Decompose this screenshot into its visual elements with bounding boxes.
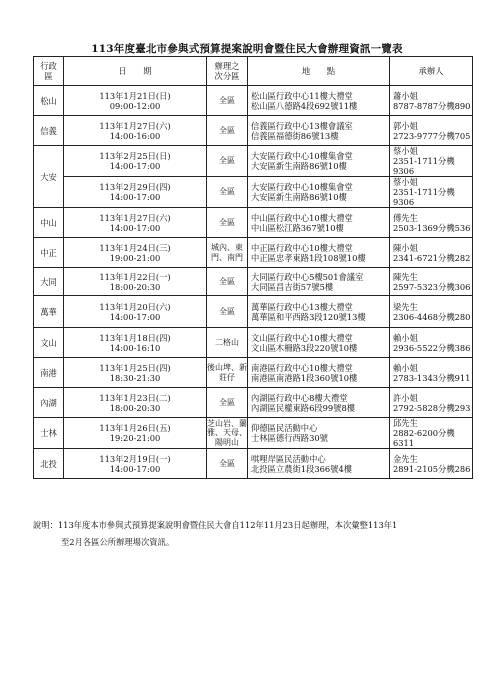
- table-row: [34, 268, 473, 296]
- place-cell: [248, 328, 390, 358]
- district-cell: 中正: [34, 238, 64, 268]
- table-row: [34, 388, 473, 418]
- date-text: 113年1月27日(六): [99, 120, 171, 131]
- table-row: [34, 358, 473, 388]
- contact-phone: 2882-6200分機6311: [393, 428, 455, 448]
- place-cell: [248, 208, 390, 238]
- place-cell: [248, 418, 390, 449]
- area-cell: [207, 238, 248, 268]
- table-row: [34, 238, 473, 268]
- date-text: 113年1月22日(一): [99, 271, 171, 282]
- area-text: 全區: [219, 458, 235, 468]
- area-text: 全區: [219, 187, 235, 197]
- contact-name: 賴小姐: [393, 362, 418, 373]
- area-text: 全區: [219, 217, 235, 227]
- contact-cell: [390, 86, 473, 116]
- contact-cell: [390, 418, 473, 449]
- contact-name: 賴小姐: [393, 332, 418, 343]
- table-row: [34, 418, 473, 449]
- contact-name: 陳小姐: [393, 242, 418, 253]
- date-text: 113年1月27日(六): [99, 212, 171, 223]
- time-text: 14:00-17:00: [109, 463, 161, 474]
- table-row: [34, 146, 473, 177]
- date-cell: [64, 449, 207, 479]
- date-text: 113年1月23日(二): [99, 392, 171, 403]
- contact-cell: [390, 238, 473, 268]
- district-cell: 士林: [34, 418, 64, 449]
- contact-phone: 2306-4468分機280: [393, 311, 471, 322]
- area-cell: [207, 358, 248, 388]
- place-name: 仰德區民活動中心: [251, 423, 318, 433]
- place-cell: [248, 116, 390, 146]
- footnote: [33, 517, 473, 551]
- district-cell: 萬華: [34, 296, 64, 328]
- contact-name: 金先生: [393, 453, 418, 464]
- contact-phone: 2783-1343分機911: [393, 372, 471, 383]
- header-contact: 承辦人: [390, 57, 473, 86]
- place-address: 內湖區民權東路6段99號8樓: [251, 402, 356, 413]
- contact-name: 傅先生: [393, 212, 418, 223]
- place-name: 內湖區行政中心8樓大禮堂: [251, 392, 348, 403]
- district-cell: 北投: [34, 449, 64, 479]
- place-cell: [248, 388, 390, 418]
- table-body: [34, 86, 473, 479]
- area-text: 城內、東門、南門: [211, 243, 243, 262]
- area-cell: [207, 116, 248, 146]
- place-cell: [248, 86, 390, 116]
- contact-phone: 2723-9777分機705: [393, 130, 471, 141]
- date-cell: [64, 116, 207, 146]
- date-cell: [64, 328, 207, 358]
- table-row: [34, 449, 473, 479]
- date-cell: [64, 358, 207, 388]
- area-cell: [207, 86, 248, 116]
- contact-cell: [390, 358, 473, 388]
- contact-name: 蔡小姐: [393, 146, 418, 156]
- place-name: 中正區行政中心10樓大禮堂: [251, 242, 353, 253]
- date-text: 113年2月19日(一): [99, 453, 171, 464]
- time-text: 19:00-21:00: [109, 252, 161, 263]
- time-text: 18:30-21:30: [109, 372, 161, 383]
- contact-phone: 8787-8787分機890: [393, 100, 471, 111]
- date-cell: [64, 208, 207, 238]
- place-address: 文山區木柵路3段220號10樓: [251, 342, 358, 353]
- place-cell: [248, 238, 390, 268]
- district-cell: 內湖: [34, 388, 64, 418]
- time-text: 14:00-17:00: [109, 222, 161, 233]
- district-cell: 南港: [34, 358, 64, 388]
- place-name: 信義區行政中心13樓會議室: [251, 120, 353, 131]
- district-cell: 中山: [34, 208, 64, 238]
- header-date: 日 期: [64, 57, 207, 86]
- contact-cell: [390, 388, 473, 418]
- contact-phone: 2351-1711分機9306: [393, 187, 455, 207]
- district-cell: 大安: [34, 146, 64, 208]
- schedule-table: [33, 56, 473, 479]
- place-address: 大同區昌吉街57號5樓: [251, 281, 334, 292]
- place-name: 萬華區行政中心13樓大禮堂: [251, 301, 353, 312]
- contact-name: 郭小姐: [393, 120, 418, 131]
- date-text: 113年2月29日(四): [99, 182, 171, 192]
- date-text: 113年2月25日(日): [99, 151, 171, 161]
- area-cell: [207, 388, 248, 418]
- footnote-line-2: 至2月各區公所辦理場次資訊。: [61, 537, 175, 547]
- place-cell: [248, 358, 390, 388]
- date-cell: [64, 388, 207, 418]
- contact-cell: [390, 268, 473, 296]
- area-cell: [207, 208, 248, 238]
- contact-phone: 2792-5828分機293: [393, 402, 471, 413]
- area-text: 芝山岩、蘭雅、天母、陽明山: [207, 418, 247, 447]
- time-text: 18:00-20:30: [109, 281, 161, 292]
- table-row: [34, 86, 473, 116]
- area-cell: [207, 177, 248, 208]
- place-name: 文山區行政中心10樓大禮堂: [251, 332, 353, 343]
- place-cell: [248, 449, 390, 479]
- table-row: [34, 296, 473, 328]
- date-cell: [64, 418, 207, 449]
- area-cell: [207, 328, 248, 358]
- contact-cell: [390, 116, 473, 146]
- area-text: 全區: [219, 276, 235, 286]
- footnote-line-1: 說明：113年度本市參與式預算提案說明會暨住民大會自112年11月23日起辦理，本次彙整113年1: [33, 520, 398, 530]
- date-cell: [64, 177, 207, 208]
- area-cell: [207, 268, 248, 296]
- place-cell: [248, 296, 390, 328]
- place-name: 南港區行政中心10樓大禮堂: [251, 362, 353, 373]
- contact-phone: 2936-5522分機386: [393, 342, 471, 353]
- table-row: [34, 208, 473, 238]
- contact-name: 許小姐: [393, 392, 418, 403]
- place-address: 中正區忠孝東路1段108號10樓: [251, 252, 366, 263]
- area-text: 全區: [219, 306, 235, 316]
- contact-phone: 2503-1369分機536: [393, 222, 471, 233]
- place-cell: [248, 268, 390, 296]
- time-text: 14:00-17:00: [109, 192, 161, 202]
- contact-phone: 2351-1711分機9306: [393, 156, 455, 176]
- area-text: 全區: [219, 156, 235, 166]
- date-cell: [64, 268, 207, 296]
- area-text: 二格山: [215, 337, 239, 347]
- area-cell: [207, 449, 248, 479]
- time-text: 18:00-20:30: [109, 402, 161, 413]
- place-address: 南港區南港路1段360號10樓: [251, 372, 358, 383]
- district-cell: 大同: [34, 268, 64, 296]
- area-text: 後山埤、新莊仔: [207, 363, 247, 382]
- place-address: 北投區立農街1段366號4樓: [251, 463, 353, 474]
- place-cell: [248, 177, 390, 208]
- time-text: 14:00-17:00: [109, 161, 161, 171]
- place-name: 松山區行政中心11樓大禮堂: [251, 90, 353, 101]
- contact-cell: [390, 296, 473, 328]
- date-cell: [64, 86, 207, 116]
- date-cell: [64, 296, 207, 328]
- contact-phone: 2891-2105分機286: [393, 463, 471, 474]
- area-text: 全區: [219, 125, 235, 135]
- contact-cell: [390, 146, 473, 177]
- table-header-row: [34, 57, 473, 86]
- table-row: [34, 328, 473, 358]
- district-cell: 信義: [34, 116, 64, 146]
- place-address: 中山區松江路367號10樓: [251, 222, 344, 233]
- contact-cell: [390, 208, 473, 238]
- date-text: 113年1月21日(日): [99, 90, 171, 101]
- place-address: 大安區新生南路86號10樓: [251, 192, 347, 202]
- contact-cell: [390, 177, 473, 208]
- contact-phone: 2597-5323分機306: [393, 281, 471, 292]
- time-text: 14:00-16:10: [109, 342, 161, 353]
- header-place: 地 點: [248, 57, 390, 86]
- place-address: 萬華區和平西路3段120號13樓: [251, 311, 366, 322]
- area-cell: [207, 296, 248, 328]
- date-cell: [64, 238, 207, 268]
- date-text: 113年1月18日(四): [99, 332, 171, 343]
- date-text: 113年1月20日(六): [99, 301, 171, 312]
- place-address: 信義區福德街86號13樓: [251, 130, 339, 141]
- date-text: 113年1月24日(三): [99, 242, 171, 253]
- contact-cell: [390, 328, 473, 358]
- area-text: 全區: [219, 95, 235, 105]
- place-address: 士林區德行西路30號: [251, 433, 328, 443]
- place-name: 大安區行政中心10樓集會堂: [251, 182, 353, 192]
- district-cell: 文山: [34, 328, 64, 358]
- contact-cell: [390, 449, 473, 479]
- contact-name: 蕭小姐: [393, 90, 418, 101]
- date-cell: [64, 146, 207, 177]
- area-cell: [207, 418, 248, 449]
- time-text: 19:20-21:00: [109, 433, 161, 443]
- contact-phone: 2341-6721分機282: [393, 252, 471, 263]
- header-district: 行政 區: [34, 57, 64, 86]
- district-cell: 松山: [34, 86, 64, 116]
- contact-name: 邱先生: [393, 418, 418, 428]
- place-name: 大同區行政中心5樓501會議室: [251, 271, 364, 282]
- table-row: [34, 177, 473, 208]
- place-name: 大安區行政中心10樓集會堂: [251, 151, 353, 161]
- place-cell: [248, 146, 390, 177]
- contact-name: 陳先生: [393, 271, 418, 282]
- table-row: [34, 116, 473, 146]
- area-text: 全區: [219, 397, 235, 407]
- place-address: 松山區八德路4段692號11樓: [251, 100, 358, 111]
- place-address: 大安區新生南路86號10樓: [251, 161, 347, 171]
- page-title: 113年度臺北市參與式預算提案說明會暨住民大會辦理資訊一覽表: [91, 43, 403, 55]
- contact-name: 蔡小姐: [393, 177, 418, 187]
- place-name: 中山區行政中心10樓大禮堂: [251, 212, 353, 223]
- time-text: 14:00-17:00: [109, 311, 161, 322]
- area-cell: [207, 146, 248, 177]
- place-name: 唭哩岸區民活動中心: [251, 453, 326, 464]
- contact-name: 梁先生: [393, 301, 418, 312]
- time-text: 09:00-12:00: [109, 100, 161, 111]
- date-text: 113年1月25日(四): [99, 362, 171, 373]
- header-area: 辦理之 次分區: [207, 57, 248, 86]
- date-text: 113年1月26日(五): [99, 423, 171, 433]
- time-text: 14:00-16:00: [109, 130, 161, 141]
